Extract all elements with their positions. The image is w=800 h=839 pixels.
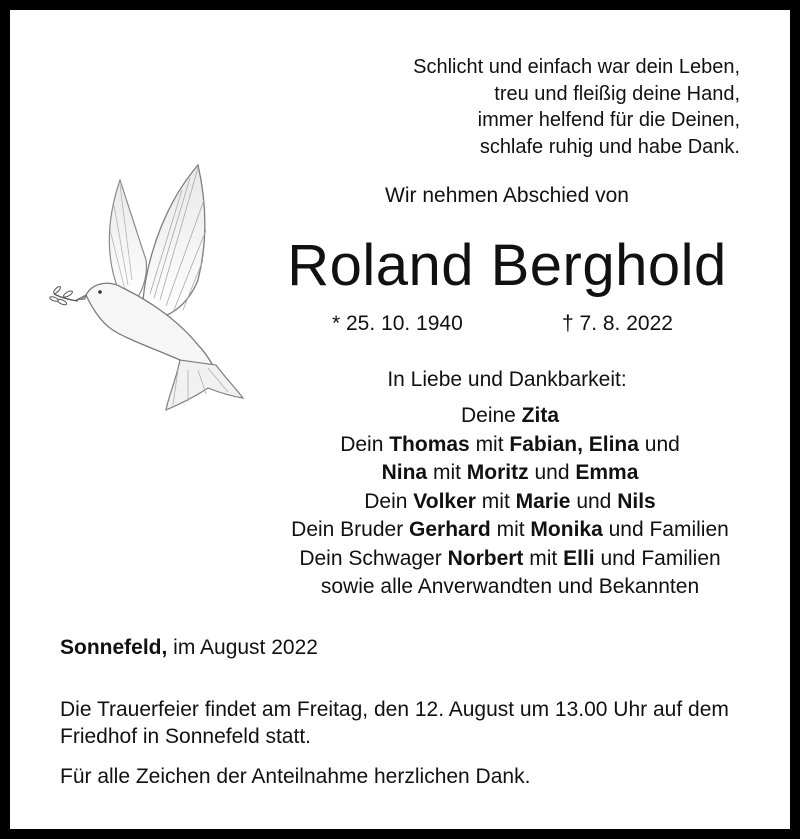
mourner-name: Emma: [575, 461, 639, 484]
place-town: Sonnefeld,: [60, 636, 168, 659]
mourner-text: mit: [490, 518, 531, 541]
mourner-text: sowie alle Anverwandten und Bekannten: [320, 575, 700, 598]
mourner-text: mit: [475, 489, 516, 513]
mourner-line: [225, 516, 795, 545]
funeral-ceremony-info: Die Trauerfeier findet am Freitag, den 12. August um 13.00 Uhr auf dem Friedhof in Sonnefeld statt.: [60, 698, 729, 748]
mourner-name: Gerhard: [409, 518, 491, 541]
mourner-name: Nina: [381, 461, 428, 484]
mourner-line: [225, 431, 795, 460]
poem-line: treu und fleißig deine Hand,: [494, 82, 740, 105]
memorial-poem: [413, 54, 740, 160]
mourner-name: Monika: [530, 518, 603, 541]
mourner-name: Norbert: [447, 546, 524, 570]
place-and-date: [60, 634, 318, 662]
mourner-text: und: [528, 461, 576, 484]
death-date: † 7. 8. 2022: [562, 312, 673, 335]
mourners-list: [225, 402, 795, 602]
mourner-text: und Familien: [602, 518, 729, 541]
mourner-text: Dein Schwager: [299, 546, 448, 570]
mourner-name: Volker: [413, 489, 476, 513]
farewell-intro: Wir nehmen Abschied von: [385, 184, 629, 207]
mourner-text: mit: [523, 546, 564, 570]
mourner-line: [225, 402, 795, 431]
mourner-line: [225, 545, 795, 574]
birth-date: * 25. 10. 1940: [332, 312, 463, 335]
dove-with-olive-branch-icon: [48, 160, 248, 420]
mourner-name: Nils: [617, 489, 656, 513]
mourner-name: Moritz: [466, 461, 529, 484]
mourner-line: [225, 488, 795, 517]
mourner-name: Thomas: [389, 432, 470, 456]
place-date: im August 2022: [167, 636, 318, 659]
poem-line: immer helfend für die Deinen,: [477, 109, 740, 131]
mourner-text: Dein Bruder: [291, 518, 410, 541]
mourner-name: Elli: [563, 546, 595, 570]
mourner-name: Fabian, Elina: [509, 432, 639, 456]
mourner-text: Deine: [460, 404, 522, 427]
mourner-text: mit: [427, 461, 467, 484]
mourner-line: [225, 573, 795, 602]
mourner-text: Dein: [340, 432, 390, 456]
love-and-gratitude-line: In Liebe und Dankbarkeit:: [387, 368, 627, 391]
mourner-text: mit: [469, 432, 510, 456]
deceased-name: Roland Berghold: [287, 233, 727, 298]
mourner-name: Marie: [515, 489, 571, 513]
mourner-text: und Familien: [594, 546, 721, 570]
closing-thanks: Für alle Zeichen der Anteilnahme herzlichen Dank.: [60, 765, 531, 788]
mourner-text: Dein: [364, 489, 414, 513]
mourner-text: und: [638, 432, 680, 456]
mourner-name: Zita: [521, 404, 560, 427]
mourner-text: und: [570, 489, 618, 513]
poem-line: Schlicht und einfach war dein Leben,: [413, 56, 740, 78]
poem-line: schlafe ruhig und habe Dank.: [479, 135, 740, 158]
mourner-line: [225, 459, 795, 488]
